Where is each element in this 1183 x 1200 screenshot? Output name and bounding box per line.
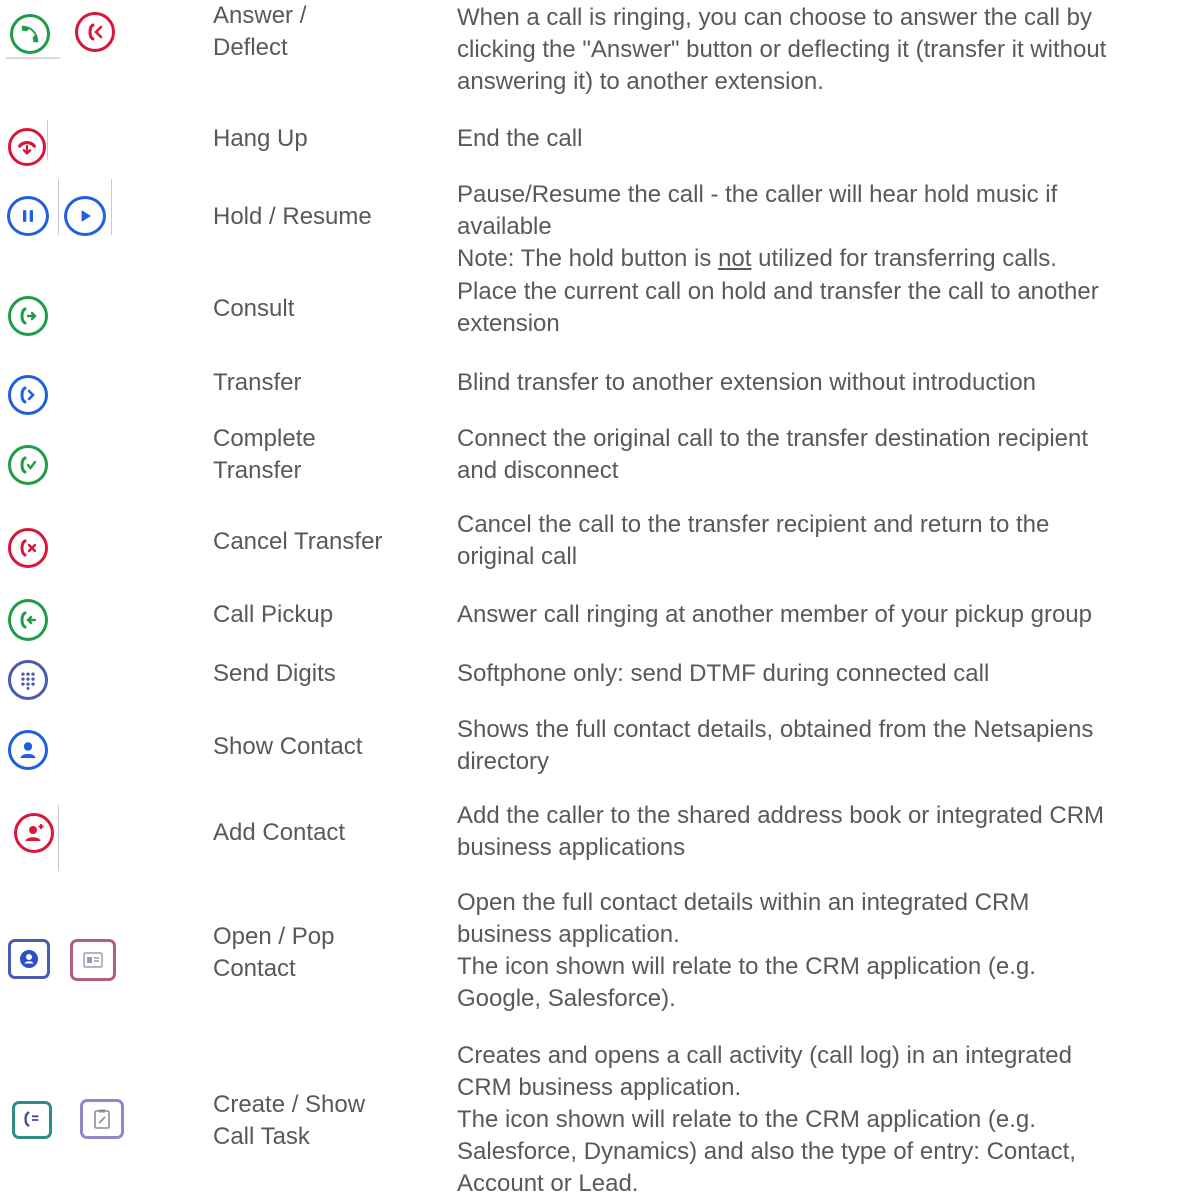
row-description: Creates and opens a call activity (call log) in an integrated CRM business application. The icon shown will relate to the CRM application (e.g. Salesforce, Dynamics) and also the type of entry: Contact, Account or Lead.	[457, 1042, 1076, 1197]
row-name: Answer / Deflect	[213, 2, 307, 61]
row-description: Cancel the call to the transfer recipient and return to the original call	[457, 511, 1050, 570]
row-name: Call Pickup	[213, 601, 334, 628]
deflect-icon[interactable]	[75, 12, 115, 52]
row-name: Hang Up	[213, 125, 308, 152]
row-name: Hold / Resume	[213, 203, 372, 230]
answer-icon[interactable]	[10, 14, 50, 54]
row-name: Add Contact	[213, 819, 346, 846]
row-name: Open / Pop Contact	[213, 923, 335, 982]
row-description: Softphone only: send DTMF during connected call	[457, 660, 990, 687]
add-contact-icon[interactable]	[14, 813, 54, 853]
consult-icon[interactable]	[8, 296, 48, 336]
row-description: Blind transfer to another extension without introduction	[457, 369, 1037, 396]
transfer-icon[interactable]	[8, 375, 48, 415]
hold-note: Note: The hold button is not utilized for transferring calls.	[457, 245, 1057, 272]
row-description: Add the caller to the shared address book or integrated CRM business applications	[457, 802, 1105, 861]
resume-icon[interactable]	[64, 196, 106, 236]
row-name: Complete Transfer	[213, 425, 316, 484]
hang-up-icon[interactable]	[8, 128, 46, 166]
row-name: Send Digits	[213, 660, 336, 687]
create-call-task-icon[interactable]	[12, 1101, 52, 1139]
row-description: Place the current call on hold and transfer the call to another extension	[457, 278, 1099, 337]
hold-icon[interactable]	[7, 196, 49, 236]
row-name: Cancel Transfer	[213, 528, 383, 555]
row-description: Shows the full contact details, obtained from the Netsapiens directory	[457, 716, 1094, 775]
row-name: Create / Show Call Task	[213, 1091, 366, 1150]
row-name: Transfer	[213, 369, 302, 396]
complete-transfer-icon[interactable]	[8, 445, 48, 485]
cancel-transfer-icon[interactable]	[8, 528, 48, 568]
send-digits-icon[interactable]	[8, 660, 48, 700]
row-description: Connect the original call to the transfer destination recipient and disconnect	[457, 425, 1089, 484]
show-contact-icon[interactable]	[8, 730, 48, 770]
pop-contact-card-icon[interactable]	[70, 939, 116, 981]
show-call-task-icon[interactable]	[80, 1099, 124, 1139]
row-description: End the call	[457, 125, 583, 152]
open-contact-icon[interactable]	[8, 939, 50, 979]
call-pickup-icon[interactable]	[8, 599, 48, 641]
row-name: Show Contact	[213, 733, 363, 760]
row-description: Open the full contact details within an integrated CRM business application. The icon shown will relate to the CRM application (e.g. Google, Salesforce).	[457, 889, 1036, 1012]
row-name: Consult	[213, 295, 295, 322]
row-description: Pause/Resume the call - the caller will hear hold music if available Note: The hold button is not utilized for transferring calls.	[457, 179, 1177, 275]
row-description: When a call is ringing, you can choose to answer the call by clicking the "Answer" button or deflecting it (transfer it without answering it) to another extension.	[457, 4, 1107, 95]
row-description: Answer call ringing at another member of your pickup group	[457, 601, 1092, 628]
